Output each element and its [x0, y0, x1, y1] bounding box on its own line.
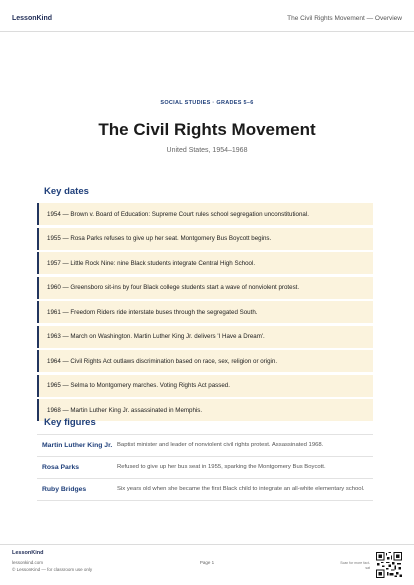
table-row: [37, 479, 373, 501]
timeline-item: 1964 — Civil Rights Act outlaws discrimination based on race, sex, religion or origin.: [37, 350, 373, 372]
key-figures-heading: Key figures: [44, 417, 96, 428]
table-row: [37, 457, 373, 479]
figure-description: Refused to give up her bus seat in 1955, sparking the Montgomery Bus Boycott.: [117, 464, 326, 470]
timeline-item: 1957 — Little Rock Nine: nine Black students integrate Central High School.: [37, 252, 373, 274]
key-figures-table: [37, 434, 373, 501]
qr-code-icon[interactable]: [376, 552, 402, 578]
figure-description: Six years old when she became the first Black child to integrate an all-white elementary school.: [117, 486, 365, 492]
timeline-item: 1965 — Selma to Montgomery marches. Voting Rights Act passed.: [37, 375, 373, 397]
timeline-item: 1961 — Freedom Riders ride interstate buses through the segregated South.: [37, 301, 373, 323]
footer-site-link[interactable]: lessonkind.com: [12, 560, 44, 565]
page-header: [0, 0, 414, 32]
scan-label: Scan for more fact-sat: [340, 561, 370, 570]
page-footer: [0, 544, 414, 585]
figure-name: Rosa Parks: [42, 464, 80, 471]
brand-logo[interactable]: LessonKind: [12, 15, 53, 22]
figure-description: Baptist minister and leader of nonviolent civil rights protest. Assassinated 1968.: [117, 442, 324, 448]
key-dates-heading: Key dates: [44, 186, 89, 197]
timeline-item: 1963 — March on Washington. Martin Luther King Jr. delivers 'I Have a Dream'.: [37, 326, 373, 348]
figure-name: Ruby Bridges: [42, 486, 87, 493]
timeline-item: 1960 — Greensboro sit-ins by four Black college students start a wave of nonviolent protest.: [37, 277, 373, 299]
timeline-item: 1968 — Martin Luther King Jr. assassinated in Memphis.: [37, 399, 373, 421]
timeline-item: 1954 — Brown v. Board of Education: Supreme Court rules school segregation unconstitutional.: [37, 203, 373, 225]
page-number: Page 1: [199, 560, 215, 565]
footer-brand: LessonKind: [12, 550, 44, 556]
page-title: The Civil Rights Movement: [98, 120, 316, 139]
figure-name: Martin Luther King Jr.: [42, 442, 113, 449]
footer-copyright: © LessonKind — for classroom use only: [12, 567, 93, 572]
page-subtitle: United States, 1954–1968: [166, 147, 248, 154]
header-page-title: The Civil Rights Movement — Overview: [287, 15, 402, 22]
table-row: [37, 435, 373, 457]
timeline-item: 1955 — Rosa Parks refuses to give up her seat. Montgomery Bus Boycott begins.: [37, 228, 373, 250]
key-dates-timeline: [37, 203, 373, 424]
subject-kicker: SOCIAL STUDIES · GRADES 5–6: [160, 100, 254, 106]
